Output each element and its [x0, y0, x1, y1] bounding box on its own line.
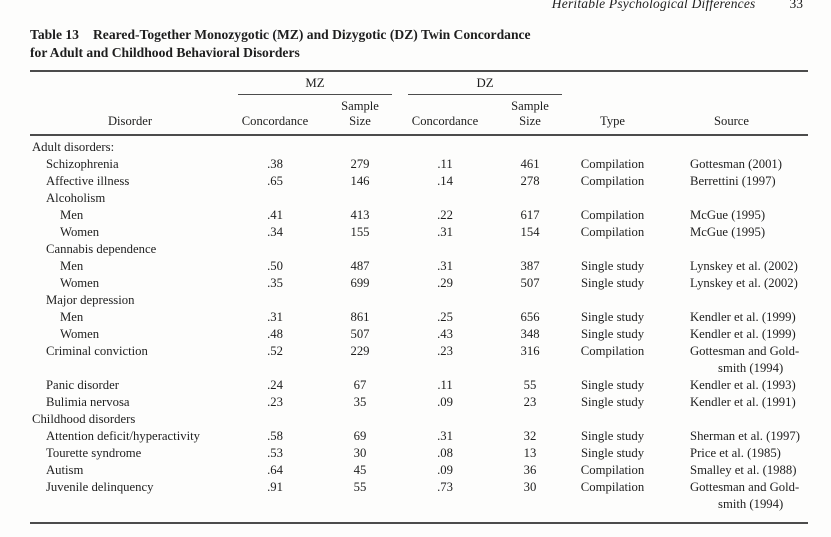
type-cell: Single study: [580, 395, 645, 409]
disorder-cell: Tourette syndrome: [46, 446, 142, 460]
dz-sample-size-cell: 36: [523, 463, 537, 477]
type-cell: [570, 135, 655, 156]
disorder-cell: Juvenile delinquency: [46, 480, 154, 494]
dz-sample-size-cell: [490, 190, 570, 207]
mz-concordance-cell: .50: [267, 259, 283, 273]
type-cell: Single study: [580, 310, 645, 324]
dz-sample-size-cell: 278: [520, 174, 540, 188]
table-row: [30, 343, 808, 377]
running-head-title: Heritable Psychological Differences: [551, 0, 756, 11]
mz-sample-size-cell: [320, 241, 400, 258]
source-column-header: Source: [655, 95, 808, 135]
spanner-empty: [570, 71, 655, 95]
dz-concordance-cell: .11: [437, 378, 453, 392]
disorder-cell: Cannabis dependence: [46, 242, 157, 256]
mz-concordance-cell: [230, 190, 320, 207]
disorder-cell: Women: [60, 327, 100, 341]
dz-concordance-cell: [400, 292, 490, 309]
dz-spanner-label: DZ: [476, 76, 494, 90]
source-cell: Lynskey et al. (2002): [690, 276, 798, 290]
source-cell: Lynskey et al. (2002): [690, 259, 798, 273]
table-title-line2: for Adult and Childhood Behavioral Disorders: [30, 45, 300, 60]
disorder-cell: Autism: [46, 463, 84, 477]
dz-sample-size-cell: 13: [523, 446, 537, 460]
mz-sample-size-cell: 699: [350, 276, 370, 290]
spanner-row: [30, 71, 808, 95]
mz-sample-size-cell: 507: [350, 327, 370, 341]
column-header-row: [30, 95, 808, 135]
table-row: [30, 275, 808, 292]
source-cell: McGue (1995): [690, 208, 766, 222]
mz-spanner-label: MZ: [305, 76, 325, 90]
mz-sample-size-cell: 229: [350, 344, 370, 358]
disorder-cell: Adult disorders:: [32, 140, 115, 154]
dz-concordance-cell: [400, 411, 490, 428]
type-cell: Single study: [580, 429, 645, 443]
dz-concordance-cell: .31: [437, 225, 453, 239]
mz-sample-size-cell: [320, 190, 400, 207]
table-title-line1: Reared-Together Monozygotic (MZ) and Dizygotic (DZ) Twin Concordance: [92, 27, 531, 42]
dz-sample-size-cell: 30: [523, 480, 537, 494]
table-row: [30, 207, 808, 224]
mz-sample-size-cell: 69: [353, 429, 367, 443]
dz-concordance-cell: .09: [437, 395, 453, 409]
table-row: [30, 173, 808, 190]
mz-concordance-cell: [230, 411, 320, 428]
page-number: 33: [789, 0, 803, 11]
mz-sample-size-cell: [320, 135, 400, 156]
type-cell: Single study: [580, 327, 645, 341]
mz-sample-size-cell: 487: [350, 259, 370, 273]
size-label: Size: [349, 114, 371, 128]
dz-concordance-cell: .73: [437, 480, 453, 494]
disorder-cell: Schizophrenia: [46, 157, 119, 171]
table-row: [30, 224, 808, 241]
mz-concordance-cell: .24: [267, 378, 283, 392]
source-cell: Gottesman and Gold- smith (1994): [655, 479, 808, 523]
mz-concordance-cell: .64: [267, 463, 283, 477]
type-cell: Single study: [580, 259, 645, 273]
size-label: Size: [519, 114, 541, 128]
table-header: [30, 71, 808, 135]
dz-sample-size-cell: 23: [523, 395, 537, 409]
dz-sample-size-column-header: [490, 95, 570, 135]
table-row: [30, 377, 808, 394]
table-body: [30, 135, 808, 523]
mz-spanner: [230, 71, 400, 95]
mz-concordance-cell: .31: [267, 310, 283, 324]
type-cell: Compilation: [580, 157, 645, 171]
mz-sample-size-cell: 45: [353, 463, 367, 477]
disorder-cell: Affective illness: [46, 174, 130, 188]
dz-sample-size-cell: 617: [520, 208, 540, 222]
dz-sample-size-cell: [490, 292, 570, 309]
dz-sample-size-cell: [490, 135, 570, 156]
concordance-table: [30, 70, 808, 524]
table-title: [30, 26, 670, 62]
mz-sample-size-cell: 861: [350, 310, 370, 324]
dz-concordance-cell: [400, 135, 490, 156]
mz-sample-size-cell: 30: [353, 446, 367, 460]
dz-concordance-cell: .31: [437, 259, 453, 273]
mz-concordance-cell: .48: [267, 327, 283, 341]
type-cell: Compilation: [580, 463, 645, 477]
type-cell: Compilation: [580, 208, 645, 222]
dz-sample-size-cell: 461: [520, 157, 540, 171]
source-cell: Berrettini (1997): [690, 174, 776, 188]
source-cell: [655, 190, 808, 207]
table-row: [30, 326, 808, 343]
mz-concordance-cell: [230, 135, 320, 156]
dz-concordance-cell: .14: [437, 174, 453, 188]
mz-concordance-cell: .23: [267, 395, 283, 409]
mz-concordance-cell: .34: [267, 225, 283, 239]
table-row: [30, 309, 808, 326]
source-cell: Kendler et al. (1993): [690, 378, 796, 392]
type-cell: Single study: [580, 276, 645, 290]
dz-sample-size-cell: 507: [520, 276, 540, 290]
table-row: [30, 135, 808, 156]
dz-concordance-cell: .11: [437, 157, 453, 171]
dz-concordance-cell: .29: [437, 276, 453, 290]
mz-concordance-cell: .52: [267, 344, 283, 358]
disorder-cell: Childhood disorders: [32, 412, 136, 426]
type-cell: Compilation: [580, 225, 645, 239]
source-cell: McGue (1995): [690, 225, 766, 239]
concordance-table-wrap: [30, 70, 808, 524]
dz-concordance-cell: [400, 190, 490, 207]
disorder-cell: Women: [60, 276, 100, 290]
table-row: [30, 445, 808, 462]
source-cell: [655, 135, 808, 156]
disorder-cell: Men: [60, 310, 84, 324]
mz-sample-size-cell: [320, 411, 400, 428]
type-cell: Single study: [580, 378, 645, 392]
disorder-cell: Men: [60, 208, 84, 222]
dz-concordance-cell: .43: [437, 327, 453, 341]
table-row: [30, 292, 808, 309]
table-row: [30, 411, 808, 428]
source-cell: Kendler et al. (1999): [690, 310, 796, 324]
mz-concordance-cell: [230, 241, 320, 258]
mz-sample-size-cell: 155: [350, 225, 370, 239]
table-number-label: Table 13: [30, 27, 79, 42]
mz-concordance-cell: .65: [267, 174, 283, 188]
disorder-cell: Major depression: [46, 293, 135, 307]
dz-sample-size-cell: 316: [520, 344, 540, 358]
dz-sample-size-cell: 387: [520, 259, 540, 273]
dz-sample-size-cell: 154: [520, 225, 540, 239]
dz-concordance-column-header: Concordance: [400, 95, 490, 135]
source-cell: [655, 411, 808, 428]
source-cell-continuation: smith (1994): [718, 361, 784, 375]
mz-concordance-cell: .38: [267, 157, 283, 171]
sample-label: Sample: [341, 99, 379, 113]
source-cell-continuation: smith (1994): [718, 497, 784, 511]
type-cell: Compilation: [580, 174, 645, 188]
table-row: [30, 190, 808, 207]
table-row: [30, 156, 808, 173]
mz-concordance-cell: .41: [267, 208, 283, 222]
mz-sample-size-cell: 67: [353, 378, 367, 392]
disorder-cell: Women: [60, 225, 100, 239]
table-row: [30, 479, 808, 523]
dz-concordance-cell: [400, 241, 490, 258]
mz-sample-size-cell: [320, 292, 400, 309]
dz-concordance-cell: .22: [437, 208, 453, 222]
mz-concordance-cell: .35: [267, 276, 283, 290]
mz-sample-size-cell: 55: [353, 480, 367, 494]
running-head: [552, 0, 803, 12]
mz-sample-size-cell: 146: [350, 174, 370, 188]
type-cell: [570, 411, 655, 428]
type-cell: [570, 190, 655, 207]
dz-sample-size-cell: 32: [523, 429, 537, 443]
type-cell: [570, 241, 655, 258]
mz-concordance-cell: [230, 292, 320, 309]
mz-concordance-cell: .91: [267, 480, 283, 494]
mz-sample-size-column-header: [320, 95, 400, 135]
mz-concordance-cell: .53: [267, 446, 283, 460]
source-cell: Kendler et al. (1999): [690, 327, 796, 341]
table-row: [30, 258, 808, 275]
source-cell: [655, 241, 808, 258]
source-cell: Smalley et al. (1988): [690, 463, 797, 477]
type-cell: [570, 292, 655, 309]
source-cell: Price et al. (1985): [690, 446, 781, 460]
dz-sample-size-cell: 656: [520, 310, 540, 324]
type-column-header: Type: [570, 95, 655, 135]
sample-label: Sample: [511, 99, 549, 113]
dz-spanner: [400, 71, 570, 95]
dz-concordance-cell: .08: [437, 446, 453, 460]
mz-sample-size-cell: 279: [350, 157, 370, 171]
disorder-cell: Attention deficit/hyperactivity: [46, 429, 200, 443]
dz-sample-size-cell: 348: [520, 327, 540, 341]
disorder-cell: Criminal conviction: [46, 344, 148, 358]
dz-sample-size-cell: [490, 411, 570, 428]
disorder-cell: Alcoholism: [46, 191, 106, 205]
disorder-cell: Panic disorder: [46, 378, 119, 392]
table-row: [30, 428, 808, 445]
source-cell: Gottesman and Gold- smith (1994): [655, 343, 808, 377]
dz-concordance-cell: .09: [437, 463, 453, 477]
source-cell: Kendler et al. (1991): [690, 395, 796, 409]
dz-sample-size-cell: 55: [523, 378, 537, 392]
source-cell: [655, 292, 808, 309]
mz-sample-size-cell: 413: [350, 208, 370, 222]
spanner-empty: [655, 71, 808, 95]
disorder-cell: Men: [60, 259, 84, 273]
dz-concordance-cell: .25: [437, 310, 453, 324]
dz-sample-size-cell: [490, 241, 570, 258]
source-cell: Sherman et al. (1997): [690, 429, 800, 443]
dz-concordance-cell: .23: [437, 344, 453, 358]
source-cell: Gottesman (2001): [690, 157, 782, 171]
table-row: [30, 462, 808, 479]
mz-concordance-column-header: Concordance: [230, 95, 320, 135]
spanner-empty: [30, 71, 230, 95]
table-row: [30, 394, 808, 411]
table-row: [30, 241, 808, 258]
disorder-column-header: Disorder: [30, 95, 230, 135]
dz-concordance-cell: .31: [437, 429, 453, 443]
mz-sample-size-cell: 35: [353, 395, 367, 409]
disorder-cell: Bulimia nervosa: [46, 395, 130, 409]
type-cell: Single study: [580, 446, 645, 460]
type-cell: Compilation: [580, 480, 645, 494]
type-cell: Compilation: [580, 344, 645, 358]
mz-concordance-cell: .58: [267, 429, 283, 443]
